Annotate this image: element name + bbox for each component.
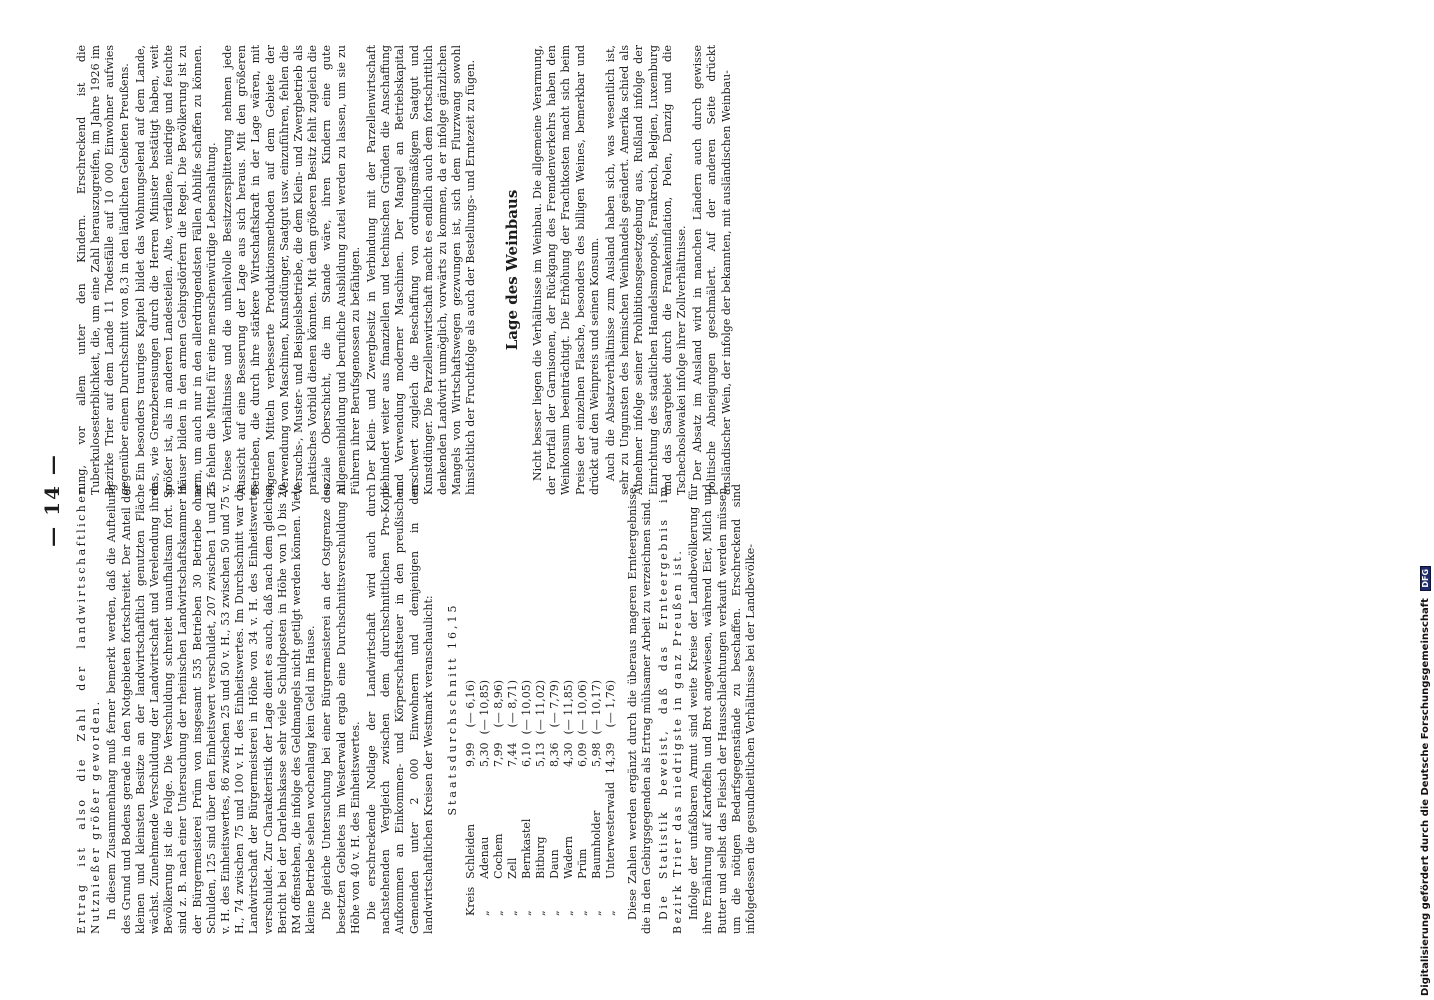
table-row — [534, 676, 548, 920]
intro-spaced-text: Ertrag ist also die Zahl der landwirtschaftlichen Nutznießer größer geworden. — [75, 484, 103, 934]
table-row — [590, 676, 604, 920]
row-delta: (— 7,79) — [548, 679, 562, 728]
spaced-paragraph: Die Statistik beweist, daß das Ernteergebnis im Bezirk Trier das niedrigste in ganz Preußen ist. — [656, 484, 684, 934]
row-prefix: „ — [534, 910, 548, 916]
table-row — [478, 676, 492, 920]
table-row — [506, 676, 520, 920]
row-value: 14,39 — [604, 742, 618, 774]
paragraph: Auch die Absatzverhältnisse zum Ausland haben sich, was wesentlich ist, sehr zu Ungunsten des heimischen Weinhandels geändert. Amerika schied als Abnehmer infolge seiner Prohibitionsgesetzgebung aus, Rußland infolge der Einrichtung des staatlichen Handelsmonopols, Frankreich, Belgien, Luxemburg und das Saargebiet durch die Frankeninflation, Polen, Danzig und die Tschechoslowakei infolge ihrer Zollverhältnisse. — [603, 45, 688, 495]
row-prefix: „ — [478, 910, 492, 916]
row-delta: (— 11,02) — [534, 679, 548, 735]
paragraph: Diese Verhältnisse und die unheilvolle Besitzzersplitterung nehmen jede Aussicht auf eine Besserung der Lage aus sich heraus. Mit den größeren Betrieben, die durch ihre stärkere Wirtschaftskraft in der Lage wären, mit eigenen Mitteln verbesserte Produktionsmethoden auf dem Gebiete der Verwendung von Maschinen, Kunstdünger, Saatgut usw. einzuführen, fehlen die Versuchs-, Muster- und Beispielsbetriebe, die dem Klein- und Zwergbetrieb als praktisches Vorbild dienen könnten. Mit dem größeren Besitz fehlt zugleich die soziale Oberschicht, die im Stande wäre, ihren Kindern eine gute Allgemeinbildung und berufliche Ausbildung zuteil werden zu lassen, um sie zu Führern ihrer Berufsgenossen zu befähigen. — [221, 45, 362, 495]
row-name: Bernkastel — [520, 818, 534, 879]
row-prefix: „ — [562, 910, 576, 916]
row-prefix: „ — [604, 910, 618, 916]
left-column — [75, 484, 760, 934]
row-prefix: „ — [576, 910, 590, 916]
table-row — [548, 676, 562, 920]
row-value: 8,36 — [548, 742, 562, 767]
table-title: Staatsdurchschnitt 16,15 — [446, 602, 460, 816]
row-name: Schleiden — [464, 823, 478, 879]
paragraph: Der Absatz im Ausland wird in manchen Ländern auch durch gewisse politische Abneigungen geschmälert. Auf der anderen Seite drückt ausländischer Wein, der infolge der bekannten, mit ausländischen Weinbau- — [691, 45, 733, 495]
row-value: 7,99 — [492, 742, 506, 767]
table-row — [576, 676, 590, 920]
credit-text: Digitalisierung gefördert durch die Deutsche Forschungsgemeinschaft — [1420, 598, 1431, 996]
row-delta: (— 6,16) — [464, 679, 478, 728]
table-row — [520, 676, 534, 920]
row-delta: (— 10,05) — [520, 679, 534, 735]
dfg-logo: DFG — [1420, 566, 1431, 591]
row-value: 5,30 — [478, 742, 492, 767]
paragraph: Die erschreckende Notlage der Landwirtschaft wird auch durch nachstehenden Vergleich zwischen dem durchschnittlichen Pro-Kopf-Aufkommen an Einkommen- und Körperschaftsteuer in den preußischen Gemeinden unter 2 000 Einwohnern und demjenigen in den landwirtschaftlichen Kreisen der Westmark veranschaulicht: — [365, 484, 435, 934]
digitization-credit — [1420, 0, 1431, 996]
stats-table — [464, 676, 618, 920]
row-name: Adenau — [478, 836, 492, 879]
paragraph: Diese Zahlen werden ergänzt durch die überaus mageren Ernteergebnisse, die in den Gebirgsgegenden als Ertrag mühsamer Arbeit zu verzeichnen sind. — [626, 484, 654, 934]
table-row — [492, 676, 506, 920]
paragraph: Die gleiche Untersuchung bei einer Bürgermeisterei an der Ostgrenze des besetzten Gebietes im Westerwald ergab eine Durchschnittsverschuldung in Höhe von 40 v. H. des Einheitswertes. — [320, 484, 362, 934]
row-delta: (— 8,96) — [492, 679, 506, 728]
row-delta: (— 8,71) — [506, 679, 520, 728]
row-name: Cochem — [492, 833, 506, 879]
paragraph: Nicht besser liegen die Verhältnisse im Weinbau. Die allgemeine Verarmung, der Fortfall der Garnisonen, der Rückgang des Fremdenverkehrs haben den Weinkonsum beeinträchtigt. Die Erhöhung der Frachtkosten macht sich beim Preise der einzelnen Flasche, besonders des billigen Weines, bemerkbar und drückt auf den Weinpreis und seinen Konsum. — [530, 45, 601, 495]
paragraph: Ein besonders trauriges Kapitel bildet das Wohnungselend auf dem Lande, das, wie Grenzbereisungen durch die Herren Minister bestätigt haben, weit größer ist, als in anderen Landesteilen. Alte, verfallene, niedrige und feuchte Häuser bilden in den armen Gebirgsdörfern die Regel. Die Bevölkerung ist zu arm, um auch nur in den allerdringendsten Fällen Abhilfe schaffen zu können. Es fehlen die Mittel für eine menschenwürdige Lebenshaltung. — [133, 45, 218, 495]
row-value: 7,44 — [506, 742, 520, 767]
row-value: 5,98 — [590, 742, 604, 767]
paragraph: rung, vor allem unter den Kindern. Erschreckend ist die Tuberkulosesterblichkeit, die, um eine Zahl herauszugreifen, im Jahre 1926 im Bezirke Trier auf dem Lande 11 Todesfälle auf 10 000 Einwohner aufwies gegenüber einem Durchschnitt von 8,3 in den ländlichen Gebieten Preußens. — [75, 45, 131, 495]
row-value: 6,10 — [520, 742, 534, 767]
table-row — [562, 676, 576, 920]
table-row — [604, 676, 618, 920]
row-value: 5,13 — [534, 742, 548, 767]
row-value: 9,99 — [464, 742, 478, 767]
section-heading: Lage des Weinbaus — [502, 189, 521, 351]
row-value: 4,30 — [562, 742, 576, 767]
row-delta: (— 1,76) — [604, 679, 618, 728]
row-delta: (— 10,85) — [478, 679, 492, 735]
row-name: Wadern — [562, 836, 576, 879]
row-prefix: „ — [548, 910, 562, 916]
row-prefix: „ — [520, 910, 534, 916]
row-prefix: Kreis — [464, 886, 478, 916]
row-name: Zell — [506, 857, 520, 879]
row-delta: (— 10,17) — [590, 679, 604, 735]
row-name: Unterwesterwald — [604, 782, 618, 879]
paragraph: In diesem Zusammenhang muß ferner bemerkt werden, daß die Aufteilung des Grund und Bodens gerade in den Notgebieten fortschreitet. Der Anteil der kleinen und kleinsten Besitze an der landwirtschaftlich genutzten Fläche wächst. Zunehmende Verschuldung der Landwirtschaft und Verelendung ihrer Bevölkerung ist die Folge. Die Verschuldung schreitet unaufhaltsam fort. So sind z. B. nach einer Untersuchung der rheinischen Landwirtschaftskammer in der Bürgermeisterei Prüm von insgesamt 535 Betrieben 30 Betriebe ohne Schulden, 125 sind über den Einheitswert verschuldet, 207 zwischen 1 und 25 v. H. des Einheitswertes, 86 zwischen 25 und 50 v. H., 53 zwischen 50 und 75 v. H., 74 zwischen 75 und 100 v. H. des Einheitswertes. Im Durchschnitt war die Landwirtschaft der Bürgermeisterei in Höhe von 34 v. H. des Einheitswertes verschuldet. Zur Charakteristik der Lage dient es auch, daß nach dem gleichen Bericht bei der Darlehnskasse sehr viele Schuldposten in Höhe von 10 bis 20 RM offenstehen, die infolge des Geldmangels nicht getilgt werden können. Viele kleine Betriebe sehen wochenlang kein Geld im Hause. — [105, 484, 318, 934]
row-delta: (— 11,85) — [562, 679, 576, 735]
row-prefix: „ — [492, 910, 506, 916]
row-value: 6,09 — [576, 742, 590, 767]
row-name: Prüm — [576, 848, 590, 879]
row-name: Daun — [548, 849, 562, 879]
page-number: — 14 — — [40, 453, 64, 547]
row-prefix: „ — [590, 910, 604, 916]
row-name: Baumholder — [590, 810, 604, 879]
paragraph: Infolge der unfaßbaren Armut sind weite Kreise der Landbevölkerung für ihre Ernährung auf Kartoffeln und Brot angewiesen, während Eier, Milch und Butter und selbst das Fleisch der Hausschlachtungen verkauft werden müssen, um die nötigen Bedarfsgegenstände zu beschaffen. Erschreckend sind infolgedessen die gesundheitlichen Verhältnisse bei der Landbevölke- — [687, 484, 757, 934]
right-column — [75, 45, 736, 495]
table-row — [464, 676, 478, 920]
row-prefix: „ — [506, 910, 520, 916]
paragraph: Der Klein- und Zwergbesitz in Verbindung mit der Parzellenwirtschaft behindert weiter aus finanziellen und technischen Gründen die Anschaffung und Verwendung moderner Maschinen. Der Mangel an Betriebskapital erschwert zugleich die Beschaffung von ordnungsmäßigem Saatgut und Kunstdünger. Die Parzellenwirtschaft macht es endlich auch dem fortschrittlich denkenden Landwirt unmöglich, vorwärts zu kommen, da er infolge gänzlichen Mangels von Wirtschaftswegen gezwungen ist, sich dem Flurzwang sowohl hinsichtlich der Fruchtfolge als auch der Bestellungs- und Erntezeit zu fügen. — [365, 45, 478, 495]
row-name: Bitburg — [534, 836, 548, 879]
row-delta: (— 10,06) — [576, 679, 590, 735]
